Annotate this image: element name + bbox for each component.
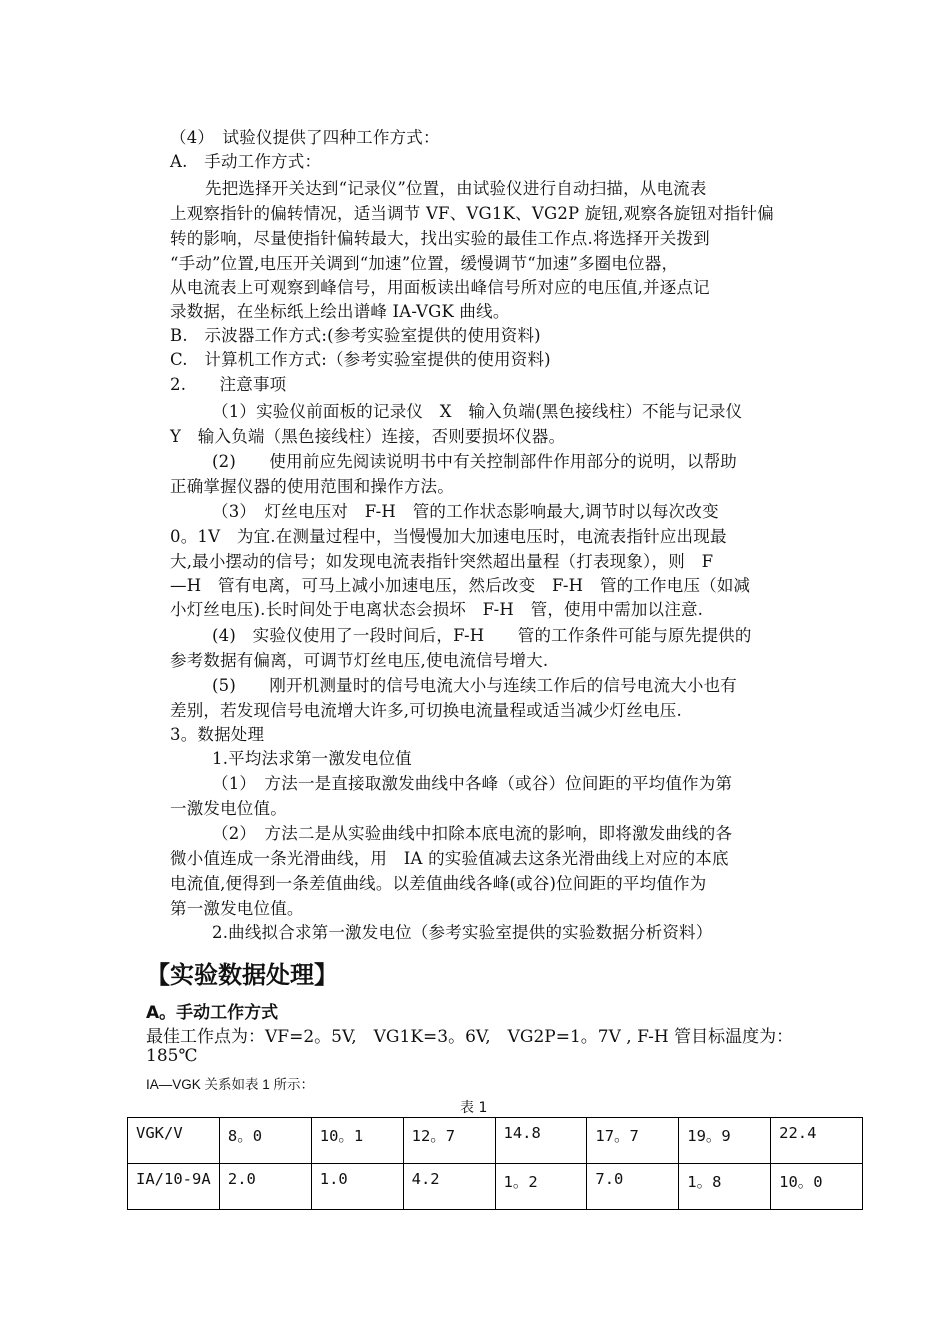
text-line: 1.平均法求第一激发电位值 bbox=[212, 749, 412, 768]
text-line: 录数据，在坐标纸上绘出谱峰 IA-VGK 曲线。 bbox=[170, 302, 510, 321]
text-line: Y 输入负端（黑色接线柱）连接，否则要损坏仪器。 bbox=[170, 427, 566, 446]
table-cell: 17。7 bbox=[587, 1118, 679, 1164]
table-cell: 10。1 bbox=[311, 1118, 403, 1164]
text-line: 大,最小摆动的信号；如发现电流表指针突然超出量程（打表现象），则 F bbox=[170, 552, 714, 571]
text-line: 上观察指针的偏转情况，适当调节 VF、VG1K、VG2P 旋钮,观察各旋钮对指针偏 bbox=[170, 204, 774, 223]
table-cell: 2.0 bbox=[219, 1164, 311, 1210]
text-line: （1）实验仪前面板的记录仪 X 输入负端(黑色接线柱）不能与记录仪 bbox=[212, 402, 743, 421]
table-row bbox=[128, 1118, 863, 1164]
text-line: （3） 灯丝电压对 F-H 管的工作状态影响最大,调节时以每次改变 bbox=[212, 502, 719, 521]
text-line: (4) 实验仪使用了一段时间后，F-H 管的工作条件可能与原先提供的 bbox=[212, 626, 752, 645]
table-cell: 1。2 bbox=[495, 1164, 587, 1210]
text-line: “手动”位置,电压开关调到“加速”位置，缓慢调节“加速”多圈电位器， bbox=[170, 254, 679, 273]
table-cell: 14.8 bbox=[495, 1118, 587, 1164]
text-line: (2) 使用前应先阅读说明书中有关控制部件作用部分的说明，以帮助 bbox=[212, 452, 737, 471]
table-cell: 22.4 bbox=[771, 1118, 863, 1164]
table-cell: 10。0 bbox=[771, 1164, 863, 1210]
text-line: C. 计算机工作方式:（参考实验室提供的使用资料) bbox=[170, 350, 551, 369]
text-line: （1） 方法一是直接取激发曲线中各峰（或谷）位间距的平均值作为第 bbox=[212, 774, 733, 793]
text-line: 从电流表上可观察到峰信号，用面板读出峰信号所对应的电压值,并逐点记 bbox=[170, 278, 710, 297]
text-line: 3。数据处理 bbox=[170, 725, 265, 744]
subsection-heading: A。手动工作方式 bbox=[146, 1003, 279, 1023]
text-line: (5) 刚开机测量时的信号电流大小与连续工作后的信号电流大小也有 bbox=[212, 676, 737, 695]
text-line: （2） 方法二是从实验曲线中扣除本底电流的影响，即将激发曲线的各 bbox=[212, 824, 733, 843]
table-cell: IA/10-9A bbox=[128, 1164, 220, 1210]
text-line: 2.曲线拟合求第一激发电位（参考实验室提供的实验数据分析资料） bbox=[212, 923, 713, 942]
text-line: 微小值连成一条光滑曲线，用 IA 的实验值减去这条光滑曲线上对应的本底 bbox=[170, 849, 729, 868]
data-table bbox=[127, 1117, 863, 1210]
text-line: 小灯丝电压).长时间处于电离状态会损坏 F-H 管，使用中需加以注意. bbox=[170, 600, 704, 619]
table-cell: 7.0 bbox=[587, 1164, 679, 1210]
section-heading: 【实验数据处理】 bbox=[146, 961, 338, 989]
table-cell: 12。7 bbox=[403, 1118, 495, 1164]
table-cell: VGK/V bbox=[128, 1118, 220, 1164]
relation-text: IA—VGK 关系如表 1 所示： bbox=[146, 1077, 315, 1092]
text-line: 参考数据有偏离，可调节灯丝电压,使电流信号增大. bbox=[170, 651, 549, 670]
table-cell: 8。0 bbox=[219, 1118, 311, 1164]
table-cell: 4.2 bbox=[403, 1164, 495, 1210]
table-caption: 表 1 bbox=[460, 1100, 488, 1116]
text-line: 差别，若发现信号电流增大许多,可切换电流量程或适当减少灯丝电压. bbox=[170, 701, 682, 720]
text-line: 第一激发电位值。 bbox=[170, 899, 304, 918]
table-cell: 19。9 bbox=[679, 1118, 771, 1164]
text-line: 正确掌握仪器的使用范围和操作方法。 bbox=[170, 477, 454, 496]
text-line: 2. 注意事项 bbox=[170, 375, 287, 394]
table-row bbox=[128, 1164, 863, 1210]
table-cell: 1.0 bbox=[311, 1164, 403, 1210]
target-temperature-text: 185℃ bbox=[146, 1046, 198, 1066]
text-line: （4） 试验仪提供了四种工作方式： bbox=[170, 128, 440, 147]
text-line: —H 管有电离，可马上减小加速电压，然后改变 F-H 管的工作电压（如减 bbox=[170, 576, 751, 595]
text-line: 一激发电位值。 bbox=[170, 799, 287, 818]
text-line: 电流值,便得到一条差值曲线。以差值曲线各峰(或谷)位间距的平均值作为 bbox=[170, 874, 707, 893]
best-operating-point-text: 最佳工作点为：VF=2。5V, VG1K=3。6V, VG2P=1。7V , F-H 管目标温度为： bbox=[146, 1027, 794, 1047]
text-line: 先把选择开关达到“记录仪”位置，由试验仪进行自动扫描，从电流表 bbox=[205, 179, 707, 198]
text-line: A. 手动工作方式： bbox=[170, 152, 322, 171]
text-line: B. 示波器工作方式:(参考实验室提供的使用资料) bbox=[170, 326, 541, 345]
text-line: 0。1V 为宜.在测量过程中，当慢慢加大加速电压时，电流表指针应出现最 bbox=[170, 527, 727, 546]
text-line: 转的影响，尽量使指针偏转最大，找出实验的最佳工作点.将选择开关拨到 bbox=[170, 229, 710, 248]
table-cell: 1。8 bbox=[679, 1164, 771, 1210]
